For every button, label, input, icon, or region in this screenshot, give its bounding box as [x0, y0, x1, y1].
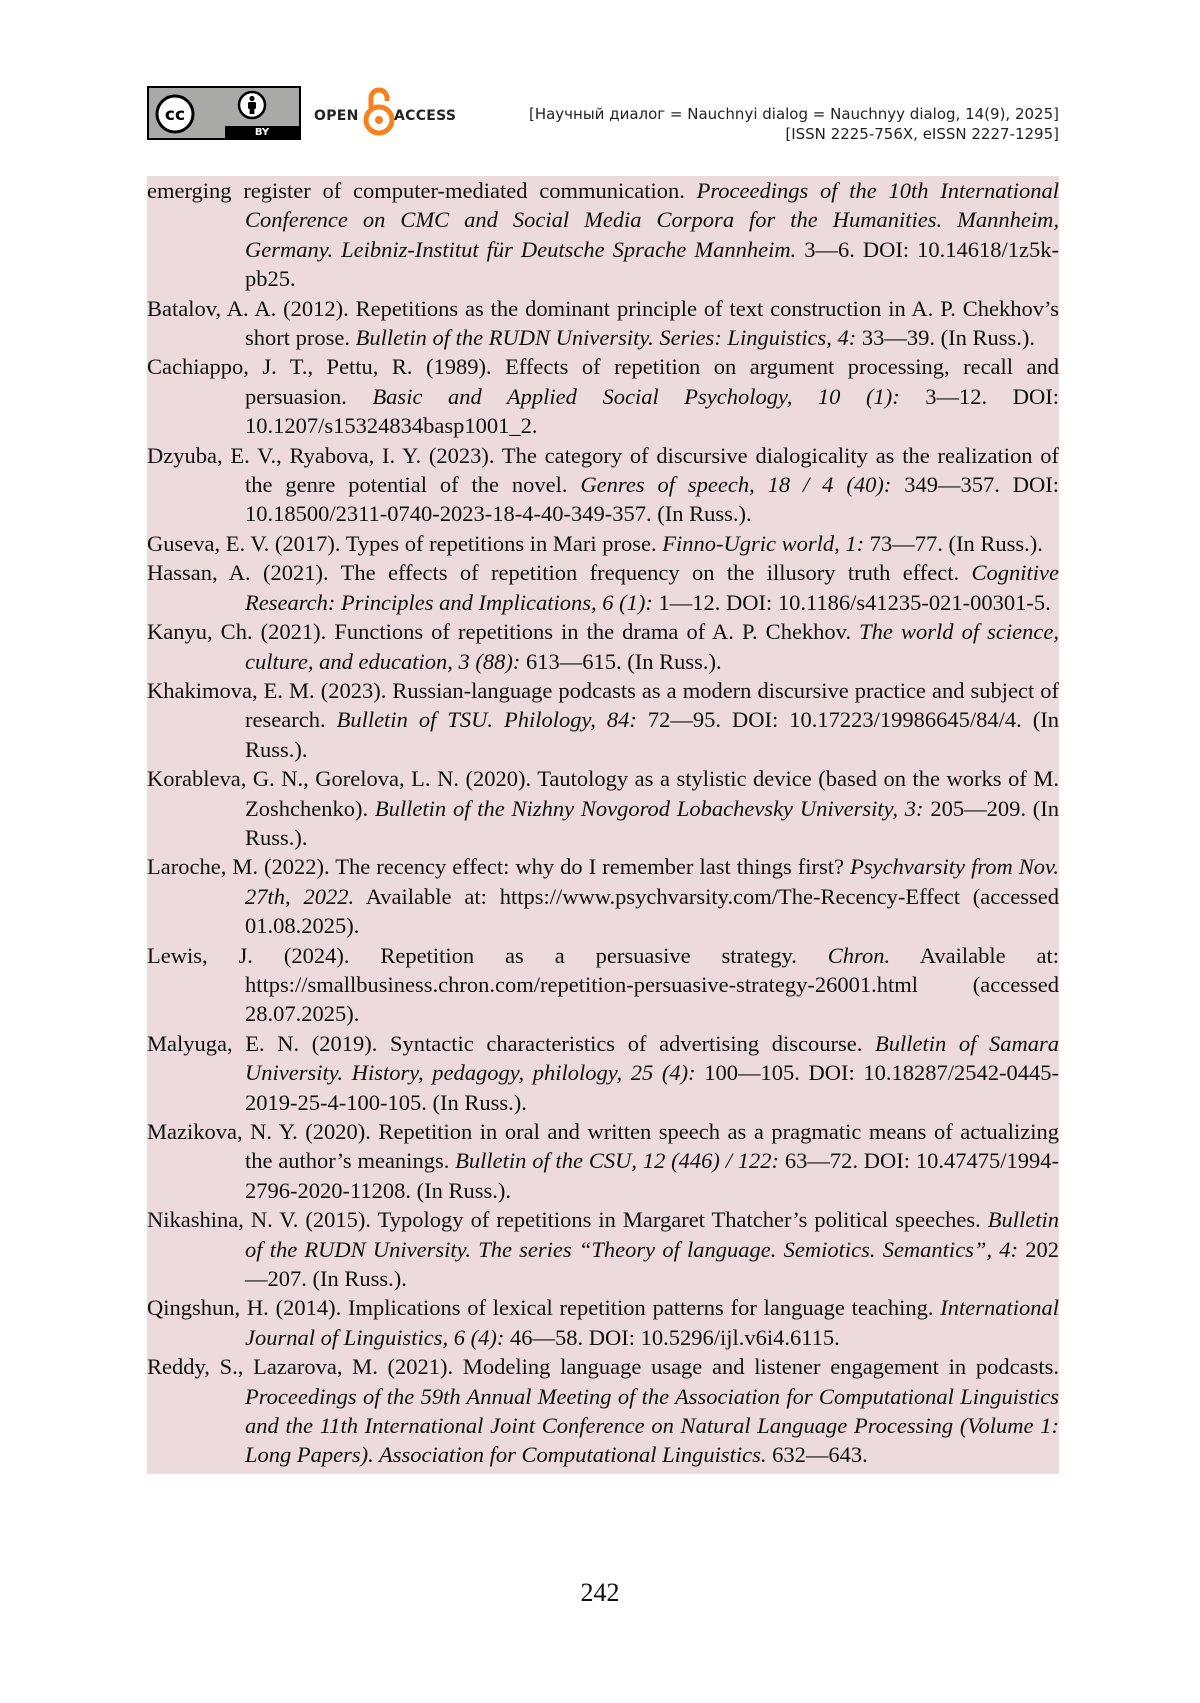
reference-entry: Cachiappo, J. T., Pettu, R. (1989). Effects of repetition on argument processing, recall and persuasion. Basic and Applied Social Psychology, 10 (1): 3—12. DOI: 10.1207/s15324834basp1001_2.	[147, 354, 1059, 439]
journal-citation: [Научный диалог = Nauchnyi dialog = Nauchnyy dialog, 14(9), 2025]	[528, 105, 1059, 123]
open-access-word-open: OPEN	[314, 108, 359, 124]
reference-entry: Malyuga, E. N. (2019). Syntactic characteristics of advertising discourse. Bulletin of Samara University. History, pedagogy, philology, 25 (4): 100—105. DOI: 10.18287/2542-0445-2019-25-4-100-105. (In Russ.).	[147, 1030, 1060, 1115]
reference-entry: Mazikova, N. Y. (2020). Repetition in oral and written speech as a pragmatic means of actualizing the author’s meanings. Bulletin of the CSU, 12 (446) / 122: 63—72. DOI: 10.47475/1994-2796-2020-11208. (In Russ.).	[147, 1119, 1059, 1203]
open-access-lock-icon	[362, 86, 396, 138]
reference-entry: Khakimova, E. M. (2023). Russian-language podcasts as a modern discursive practice and subject of research. Bulletin of TSU. Philology, 84: 72—95. DOI: 10.17223/19986645/84/4. (In Russ.).	[147, 677, 1059, 762]
cc-by-license-badge[interactable]	[147, 86, 301, 140]
reference-entry: Reddy, S., Lazarova, M. (2021). Modeling language usage and listener engagement in podcasts. Proceedings of the 59th Annual Meeting of the Association for Computational Linguistics and the 11th International Joint Conference on Natural Language Processing (Volume 1: Long Papers). Association for Computational Linguistics. 632—643.	[147, 1354, 1059, 1468]
by-label: BY	[254, 127, 270, 138]
reference-entry: Batalov, A. A. (2012). Repetitions as the dominant principle of text construction in A. P. Chekhov’s short prose. Bulletin of the RUDN University. Series: Linguistics, 4: 33—39. (In Russ.).	[147, 295, 1059, 351]
journal-info	[529, 104, 1059, 144]
reference-entry: Laroche, M. (2022). The recency effect: why do I remember last things first? Psychvarsity from Nov. 27th, 2022. Available at: https://www.psychvarsity.com/The-Recency-Effect (accessed 01.08.2025).	[147, 854, 1059, 939]
reference-entry: Qingshun, H. (2014). Implications of lexical repetition patterns for language teaching. International Journal of Linguistics, 6 (4): 46—58. DOI: 10.5296/ijl.v6i4.6115.	[147, 1295, 1059, 1350]
reference-entry: Dzyuba, E. V., Ryabova, I. Y. (2023). The category of discursive dialogicality as the realization of the genre potential of the novel. Genres of speech, 18 / 4 (40): 349—357. DOI: 10.18500/2311-0740-2023-18-4-40-349-357. (In Russ.).	[147, 442, 1059, 527]
reference-entry: emerging register of computer-mediated communication. Proceedings of the 10th International Conference on CMC and Social Media Corpora for the Humanities. Mannheim, Germany. Leibniz-Institut für Deutsche Sprache Mannheim. 3—6. DOI: 10.14618/1z5k-pb25.	[147, 178, 1059, 292]
reference-entry: Guseva, E. V. (2017). Types of repetitions in Mari prose. Finno-Ugric world, 1: 73—77. (In Russ.).	[147, 530, 1043, 556]
reference-entry: Hassan, A. (2021). The effects of repetition frequency on the illusory truth effect. Cognitive Research: Principles and Implications, 6 (1): 1—12. DOI: 10.1186/s41235-021-00301-5.	[147, 560, 1059, 615]
page-header	[147, 86, 1059, 146]
attribution-person-icon	[237, 90, 267, 120]
reference-list	[147, 176, 1059, 1474]
open-access-word-access: ACCESS	[394, 108, 457, 124]
reference-entry: Nikashina, N. V. (2015). Typology of repetitions in Margaret Thatcher’s political speeches. Bulletin of the RUDN University. The series “Theory of language. Semiotics. Semantics”, 4: 202—207. (In Russ.).	[147, 1207, 1059, 1292]
svg-text:cc: cc	[164, 105, 186, 125]
reference-entry: Korableva, G. N., Gorelova, L. N. (2020). Tautology as a stylistic device (based on the works of M. Zoshchenko). Bulletin of the Nizhny Novgorod Lobachevsky University, 3: 205—209. (In Russ.).	[147, 766, 1059, 850]
open-access-logo[interactable]	[314, 86, 457, 138]
reference-entry: Lewis, J. (2024). Repetition as a persuasive strategy. Chron. Available at: https://smallbusiness.chron.com/repetition-persuasive-strategy-26001.html (accessed 28.07.2025).	[147, 942, 1059, 1027]
reference-entry: Kanyu, Ch. (2021). Functions of repetitions in the drama of A. P. Chekhov. The world of science, culture, and education, 3 (88): 613—615. (In Russ.).	[147, 619, 1059, 674]
journal-issn: [ISSN 2225-756X, eISSN 2227-1295]	[785, 125, 1059, 143]
page-number: 242	[580, 1578, 620, 1607]
creative-commons-icon	[155, 94, 195, 134]
